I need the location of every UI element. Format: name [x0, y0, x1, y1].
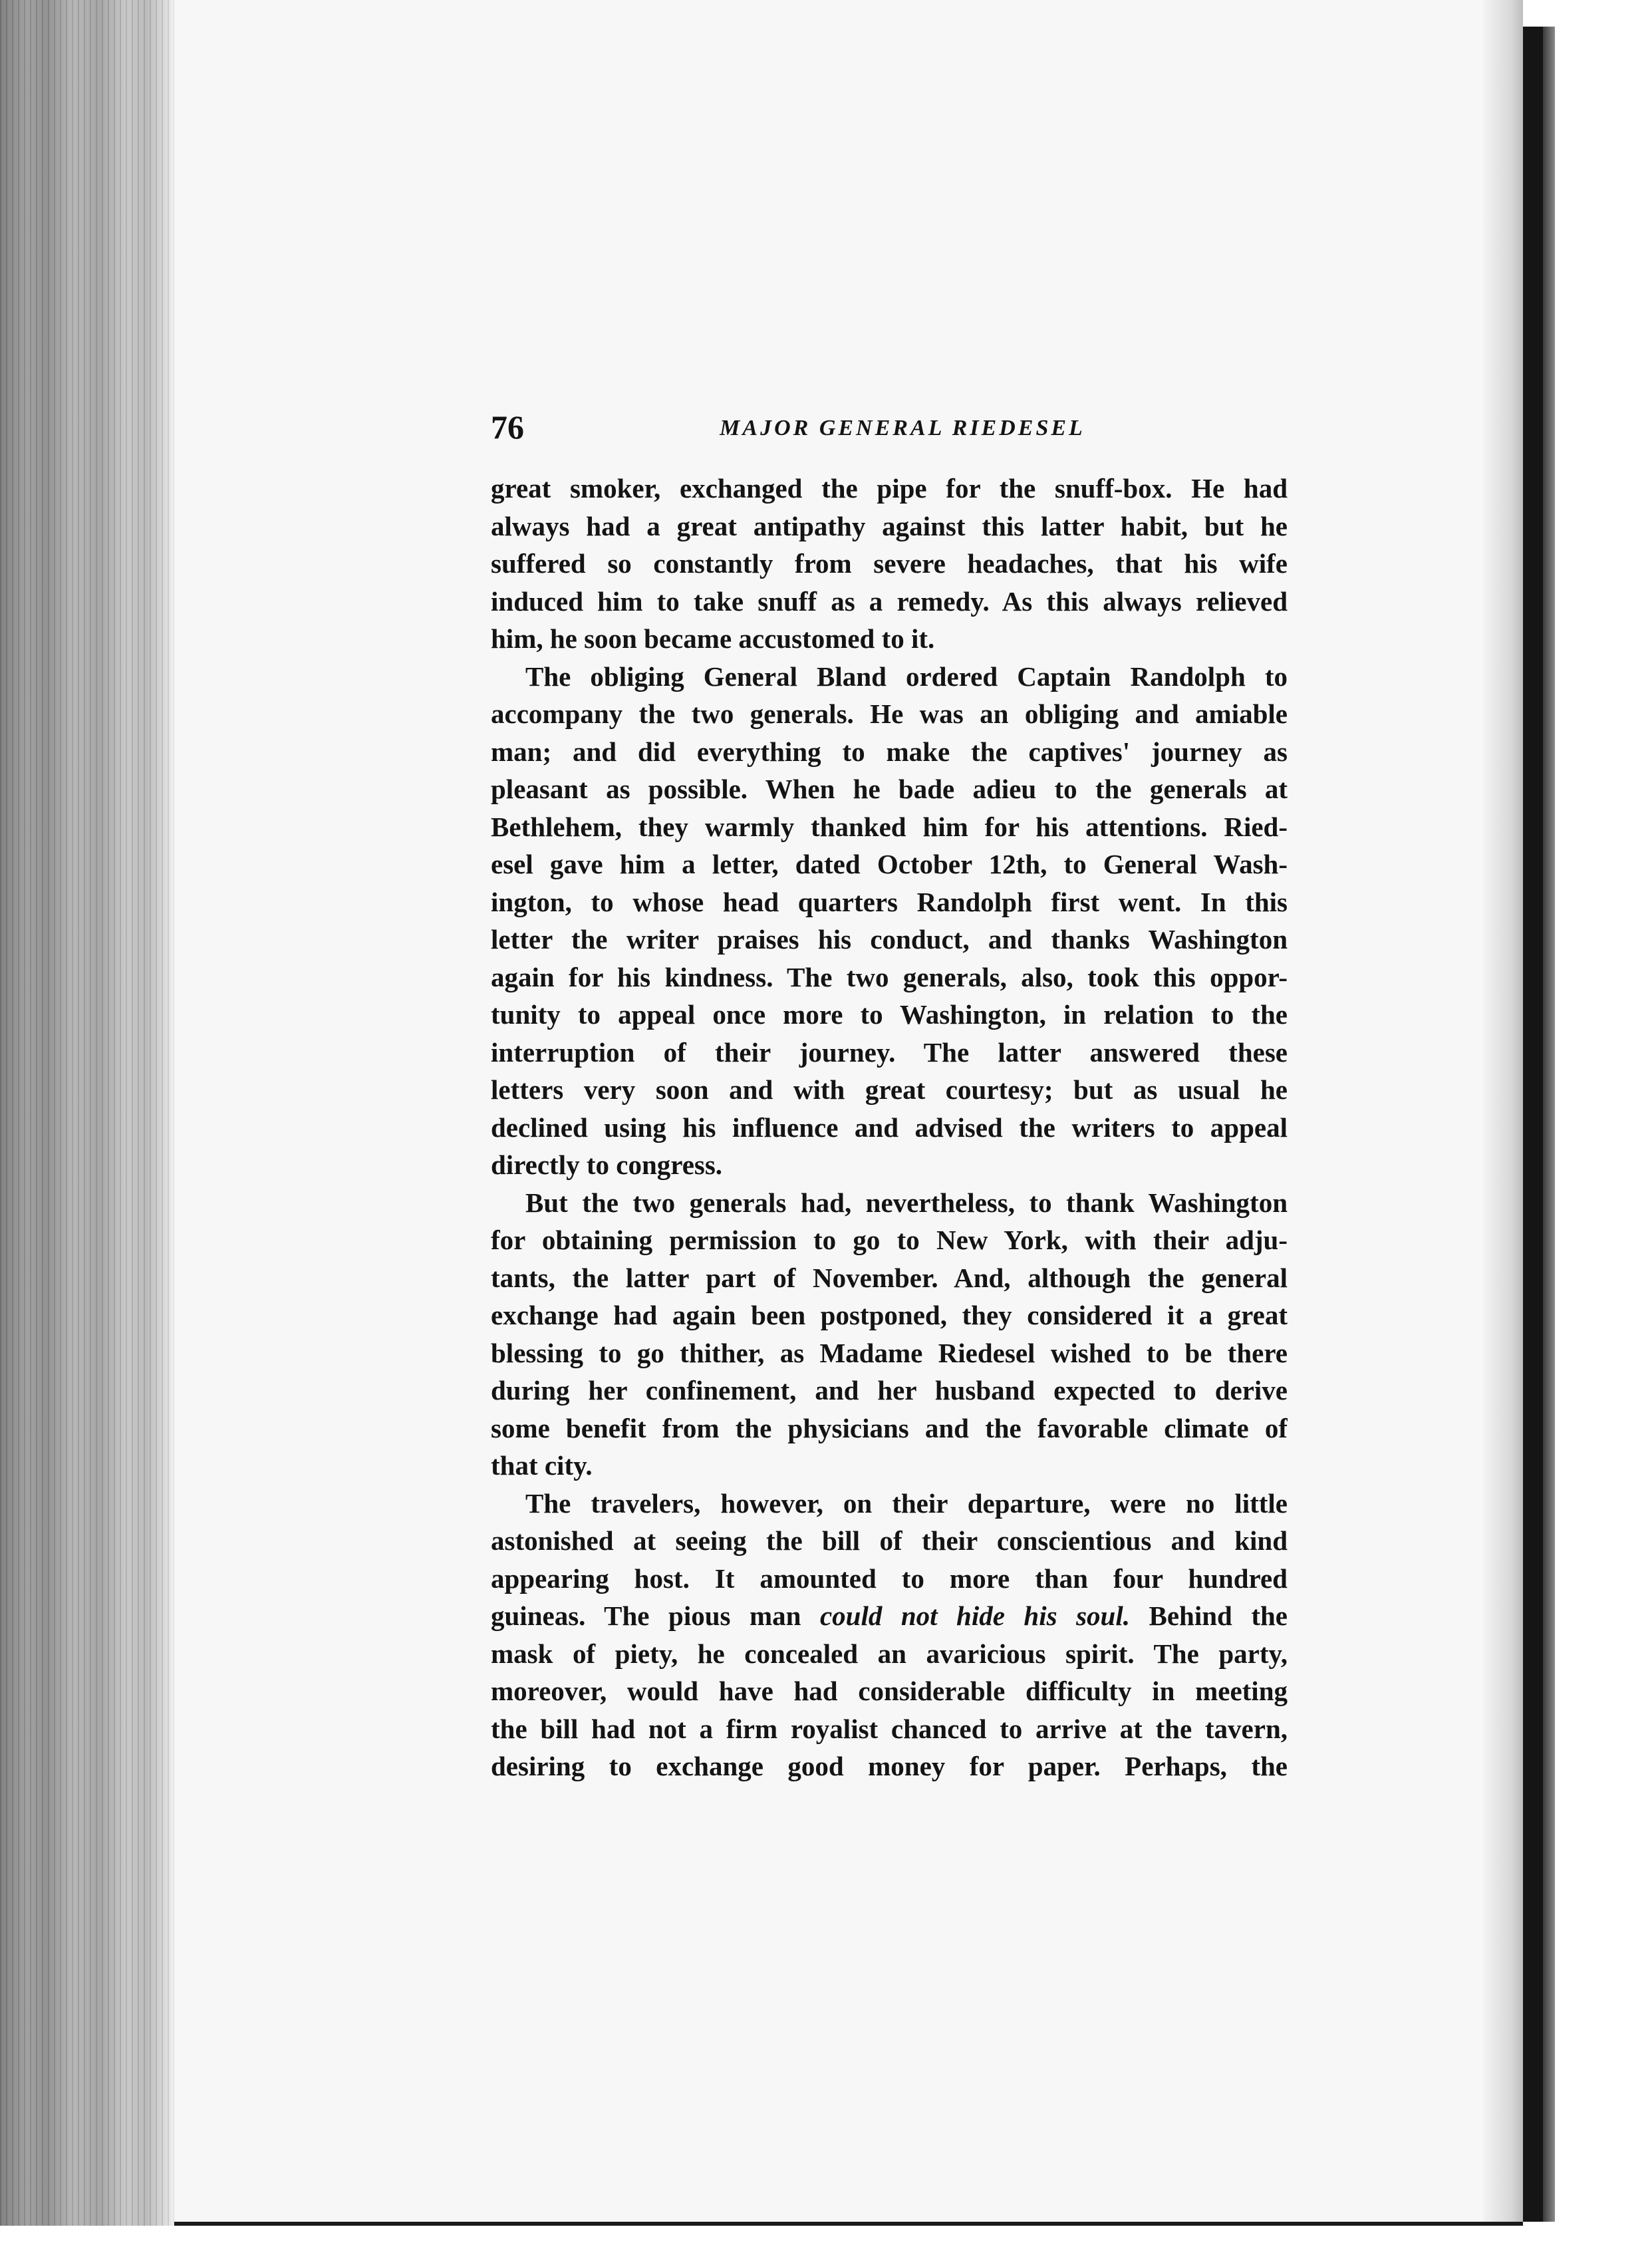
text-line: blessing to go thither, as Madame Riedesel wished to be there — [491, 1337, 1288, 1368]
scan-margin — [1555, 0, 1652, 2251]
text-segment: Behind the — [1129, 1600, 1288, 1631]
text-line: for obtaining permission to go to New York, with their adju- — [491, 1225, 1288, 1255]
text-line: The obliging General Bland ordered Captain Randolph to — [525, 661, 1288, 692]
italic-phrase: could not hide his soul. — [819, 1600, 1130, 1631]
text-line: directly to congress. — [491, 1149, 723, 1180]
book-page-edges — [0, 0, 174, 2251]
text-line: astonished at seeing the bill of their conscientious and kind — [491, 1525, 1288, 1556]
text-line: esel gave him a letter, dated October 12th, to General Wash- — [491, 849, 1288, 879]
page-number: 76 — [491, 408, 524, 446]
text-line-with-italic — [491, 1597, 1288, 1635]
text-line: Bethlehem, they warmly thanked him for his attentions. Ried- — [491, 811, 1288, 842]
text-line: man; and did everything to make the captives' journey as — [491, 736, 1288, 767]
text-line: always had a great antipathy against this latter habit, but he — [491, 510, 1288, 541]
running-title: MAJOR GENERAL RIEDESEL — [720, 416, 1085, 440]
text-segment: guineas. The pious man — [491, 1600, 820, 1631]
running-header — [491, 407, 1288, 447]
text-line: him, he soon became accustomed to it. — [491, 623, 935, 654]
text-line: the bill had not a firm royalist chanced to arrive at the tavern, — [491, 1713, 1288, 1744]
text-line: letters very soon and with great courtesy; but as usual he — [491, 1074, 1288, 1105]
text-line: appearing host. It amounted to more than four hundred — [491, 1563, 1288, 1594]
text-line: that city. — [491, 1450, 593, 1481]
book-binding — [1523, 27, 1543, 2222]
text-line: exchange had again been postponed, they considered it a great — [491, 1300, 1288, 1330]
text-line: tants, the latter part of November. And, although the general — [491, 1262, 1288, 1293]
text-line: letter the writer praises his conduct, and thanks Washington — [491, 924, 1288, 955]
text-line: suffered so constantly from severe headaches, that his wife — [491, 548, 1288, 579]
text-line: during her confinement, and her husband expected to derive — [491, 1375, 1288, 1406]
text-line: again for his kindness. The two generals, also, took this oppor- — [491, 961, 1288, 992]
text-line: pleasant as possible. When he bade adieu to the generals at — [491, 774, 1288, 804]
text-line: ington, to whose head quarters Randolph first went. In this — [491, 886, 1288, 917]
text-line: mask of piety, he concealed an avaricious spirit. The party, — [491, 1638, 1288, 1669]
text-line: induced him to take snuff as a remedy. As this always relieved — [491, 585, 1288, 617]
text-line: great smoker, exchanged the pipe for the snuff-box. He had — [491, 473, 1288, 504]
text-line: accompany the two generals. He was an obliging and amiable — [491, 698, 1288, 729]
text-line: desiring to exchange good money for paper. Perhaps, the — [491, 1751, 1288, 1781]
gutter-shadow — [1483, 0, 1523, 2222]
body-text — [491, 470, 1288, 1785]
text-line: But the two generals had, nevertheless, to thank Washington — [525, 1187, 1288, 1218]
text-line: interruption of their journey. The latter answered these — [491, 1036, 1288, 1068]
text-line: moreover, would have had considerable difficulty in meeting — [491, 1676, 1288, 1706]
text-line: tunity to appeal once more to Washington, in relation to the — [491, 999, 1288, 1030]
text-line: declined using his influence and advised the writers to appeal — [491, 1112, 1288, 1143]
text-line: The travelers, however, on their departure, were no little — [525, 1487, 1288, 1519]
scan-bottom-margin — [0, 2226, 1652, 2251]
binding-shade — [1543, 27, 1555, 2222]
text-line: some benefit from the physicians and the favorable climate of — [491, 1412, 1288, 1443]
